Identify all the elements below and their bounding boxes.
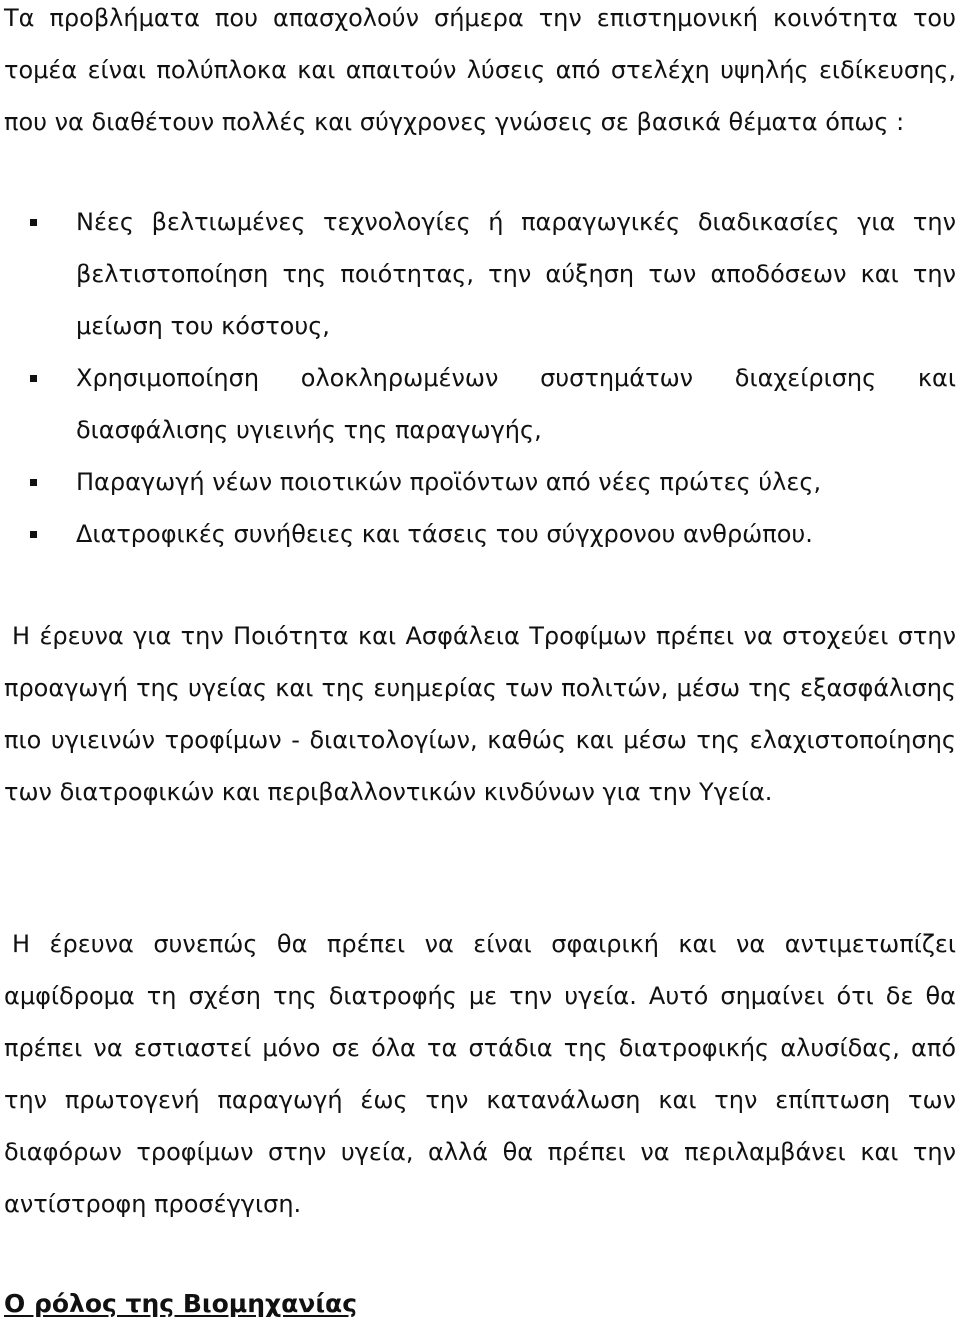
list-item [0,508,956,560]
list-item [0,196,956,352]
square-bullet-icon [30,479,37,486]
square-bullet-icon [30,219,37,226]
square-bullet-icon [30,531,37,538]
list-item [0,352,956,456]
section-heading: Ο ρόλος της Βιομηχανίας [4,1289,358,1318]
intro-paragraph: Τα προβλήματα που απασχολούν σήμερα την επιστημονική κοινότητα του τομέα είναι πολύπλοκα και απαιτούν λύσεις από στελέχη υψηλής ειδίκευσης, που να διαθέτουν πολλές και σύγχρονες γνώσεις σε βασικά θέματα όπως : [4,4,956,136]
paragraph-text: Η έρευνα συνεπώς θα πρέπει να είναι σφαιρική και να αντιμετωπίζει αμφίδρομα τη σχέση της διατροφής με την υγεία. Αυτό σημαίνει ότι δε θα πρέπει να εστιαστεί μόνο σε όλα τα στάδια της διατροφικής αλυσίδας, από την πρωτογενή παραγωγή έως την κατανάλωση και την επίπτωση των διαφόρων τροφίμων στην υγεία, αλλά θα πρέπει να περιλαμβάνει και την αντίστροφη προσέγγιση. [4,930,956,1218]
square-bullet-icon [30,375,37,382]
list-item [0,456,956,508]
research-quality-paragraph [4,610,956,818]
list-item-text: Χρησιμοποίηση ολοκληρωμένων συστημάτων διαχείρισης και διασφάλισης υγιεινής της παραγωγής, [76,364,956,444]
paragraph-text: Η έρευνα για την Ποιότητα και Ασφάλεια Τροφίμων πρέπει να στοχεύει στην προαγωγή της υγείας και της ευημερίας των πολιτών, μέσω της εξασφάλισης πιο υγιεινών τροφίμων - διαιτολογίων, καθώς και μέσω της ελαχιστοποίησης των διατροφικών και περιβαλλοντικών κινδύνων για την Υγεία. [4,622,956,806]
list-item-text: Νέες βελτιωμένες τεχνολογίες ή παραγωγικές διαδικασίες για την βελτιστοποίηση της ποιότητας, την αύξηση των αποδόσεων και την μείωση του κόστους, [76,208,956,340]
research-scope-paragraph [4,918,956,1230]
list-item-text: Διατροφικές συνήθειες και τάσεις του σύγχρονου ανθρώπου. [76,520,813,548]
topics-list [0,196,956,560]
list-item-text: Παραγωγή νέων ποιοτικών προϊόντων από νέες πρώτες ύλες, [76,468,822,496]
